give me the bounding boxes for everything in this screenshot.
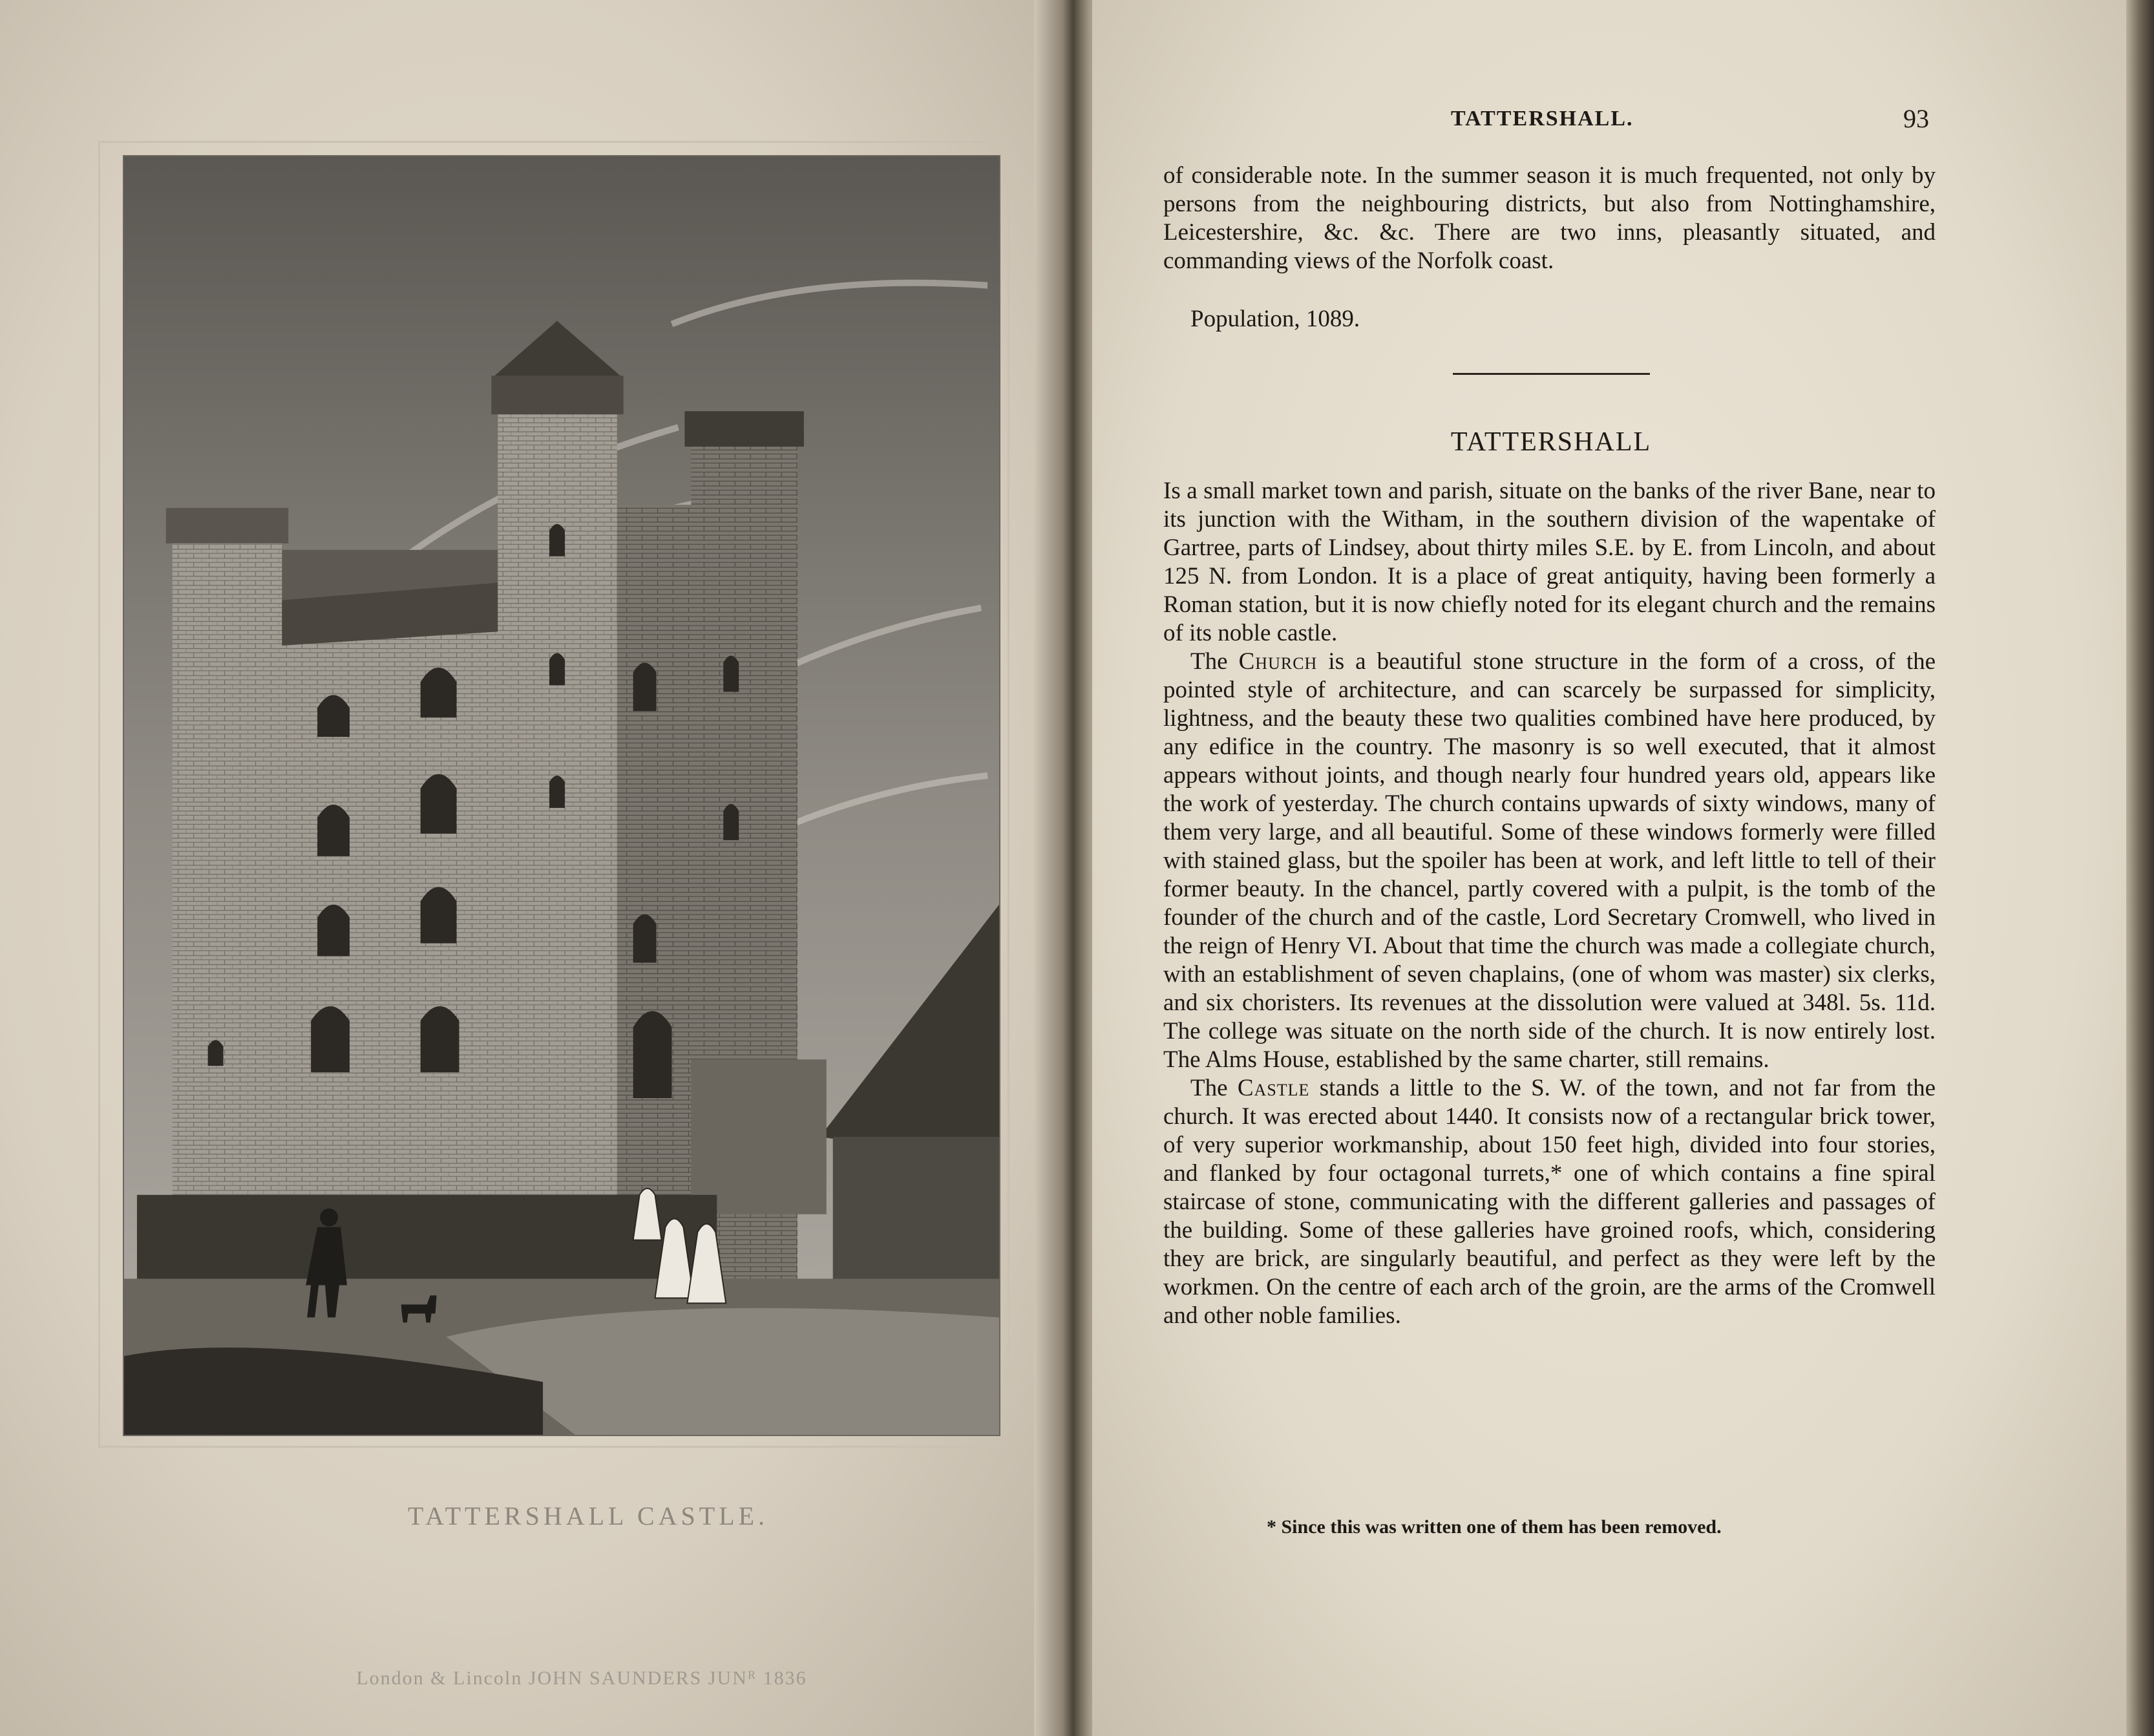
church-paragraph bbox=[1163, 648, 1936, 1074]
population-line bbox=[1163, 305, 1936, 333]
intro-paragraph: Is a small market town and parish, situate on the banks of the river Bane, near to its junction with the Witham, in the southern division of the wapentake of Gartree, parts of Lindsey, about thirty miles S.E. by E. from Lincoln, and about 125 N. from London. It is a place of great antiquity, having been formerly a Roman station, but it is now chiefly noted for its elegant church and the remains of its noble castle. bbox=[1163, 478, 1936, 646]
castle-engraving-image bbox=[124, 156, 999, 1435]
running-head: TATTERSHALL. bbox=[1451, 107, 1634, 131]
section-rule bbox=[1453, 373, 1650, 375]
continued-paragraph bbox=[1163, 162, 1936, 275]
continued-text: of considerable note. In the summer season it is much frequented, not only by persons from the neighbouring districts, but also from Nottinghamshire, Leicestershire, &c. &c. There are two inns, pleasantly situated, and commanding views of the Norfolk coast. bbox=[1163, 162, 1936, 274]
left-page bbox=[0, 0, 1060, 1736]
section-heading: TATTERSHALL bbox=[1450, 427, 1652, 457]
castle-term: Castle bbox=[1237, 1075, 1310, 1101]
church-text: is a beautiful stone structure in the form of a cross, of the pointed style of architecture, and can scarcely be surpassed for simplicity, lightness, and the beauty these two qualities combined have here produced, by any edifice in the country. The masonry is so well executed, that it almost appears without joints, and though nearly four hundred years old, appears like the work of yesterday. The church contains upwards of sixty windows, many of them very large, and all beautiful. Some of these windows formerly were filled with stained glass, but the spoiler has been at work, and left little to tell of their former beauty. In the chancel, partly covered with a pulpit, is the tomb of the founder of the church and of the castle, Lord Secretary Cromwell, who lived in the reign of Henry VI. About that time the church was made a collegiate church, with an establishment of seven chaplains, (one of whom was master) six clerks, and six choristers. Its revenues at the dissolution were valued at 348l. 5s. 11d. The college was situate on the north side of the church. It is now entirely lost. The Alms House, established by the same charter, still remains. bbox=[1163, 648, 1936, 1073]
page-edge bbox=[2126, 0, 2154, 1736]
castle-engraving bbox=[123, 155, 1000, 1436]
section-body bbox=[1163, 477, 1936, 1330]
plate-title: TATTERSHALL CASTLE. bbox=[407, 1501, 769, 1530]
church-lead: The bbox=[1190, 648, 1228, 675]
plate-imprint: London & Lincoln JOHN SAUNDERS JUNᴿ 1836 bbox=[356, 1667, 807, 1689]
page-number: 93 bbox=[1903, 104, 1929, 133]
castle-text: stands a little to the S. W. of the town, and not far from the church. It was erected about 1440. It consists now of a rectangular brick tower, of very superior workmanship, about 150 feet high, divided into four stories, and flanked by four octagonal turrets,* one of which contains a fine spiral staircase of stone, communicating with the different galleries and passages of the building. Some of these galleries have groined roofs, which, considering they are brick, are singularly beautiful, and perfect as they were left by the workmen. On the centre of each arch of the groin, are the arms of the Cromwell and other noble families. bbox=[1163, 1075, 1936, 1329]
church-term: Church bbox=[1238, 648, 1318, 675]
castle-lead: The bbox=[1190, 1075, 1228, 1101]
castle-paragraph bbox=[1163, 1074, 1936, 1330]
population-text: Population, 1089. bbox=[1190, 306, 1360, 332]
footnote: * Since this was written one of them has been removed. bbox=[1267, 1516, 1722, 1538]
